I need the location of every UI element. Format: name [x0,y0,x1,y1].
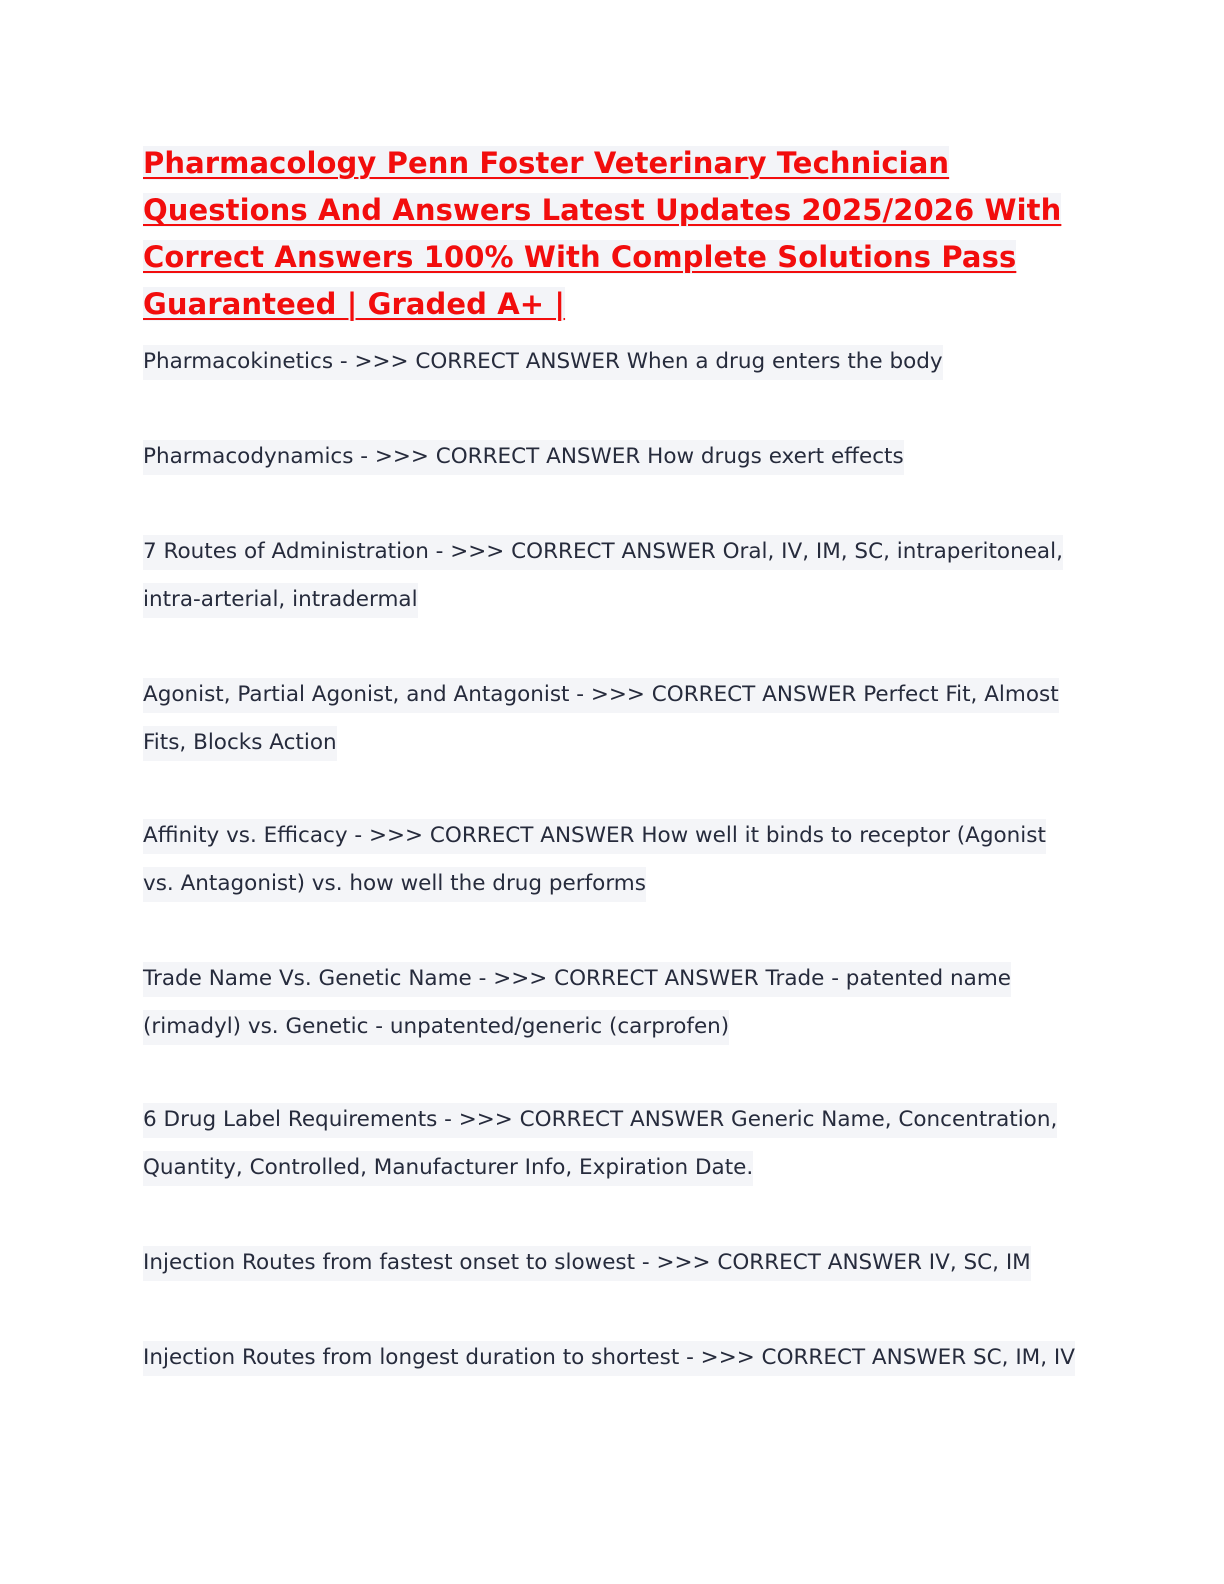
title-line: Questions And Answers Latest Updates 2025/2026 With [143,193,1062,227]
qa-text: Trade Name Vs. Genetic Name - >>> CORRECT ANSWER Trade - patented name (rimadyl) vs. Genetic - unpatented/generic (carprofen) [143,962,1011,1045]
qa-text: Pharmacokinetics - >>> CORRECT ANSWER When a drug enters the body [143,345,943,380]
title-line: Correct Answers 100% With Complete Solutions Pass [143,240,1017,274]
document-title [143,140,1063,328]
qa-item [143,1096,1083,1191]
qa-text: 6 Drug Label Requirements - >>> CORRECT ANSWER Generic Name, Concentration, Quantity, Controlled, Manufacturer Info, Expiration Date. [143,1103,1057,1186]
qa-item [143,528,1083,623]
qa-item [143,955,1083,1050]
qa-item [143,812,1083,907]
title-line: Pharmacology Penn Foster Veterinary Technician [143,146,950,180]
qa-item [143,338,1083,386]
qa-item [143,433,1083,481]
qa-item [143,1334,1083,1382]
qa-text: Injection Routes from longest duration to shortest - >>> CORRECT ANSWER SC, IM, IV [143,1341,1075,1376]
title-line: Guaranteed | Graded A+ | [143,287,566,321]
qa-item [143,671,1083,766]
qa-text: 7 Routes of Administration - >>> CORRECT ANSWER Oral, IV, IM, SC, intraperitoneal, intra-arterial, intradermal [143,535,1063,618]
qa-text: Pharmacodynamics - >>> CORRECT ANSWER How drugs exert effects [143,440,904,475]
qa-item [143,1239,1083,1287]
qa-text: Injection Routes from fastest onset to slowest - >>> CORRECT ANSWER IV, SC, IM [143,1246,1031,1281]
qa-text: Affinity vs. Efficacy - >>> CORRECT ANSWER How well it binds to receptor (Agonist vs. Antagonist) vs. how well the drug performs [143,819,1046,902]
qa-text: Agonist, Partial Agonist, and Antagonist - >>> CORRECT ANSWER Perfect Fit, Almost Fits, Blocks Action [143,678,1059,761]
